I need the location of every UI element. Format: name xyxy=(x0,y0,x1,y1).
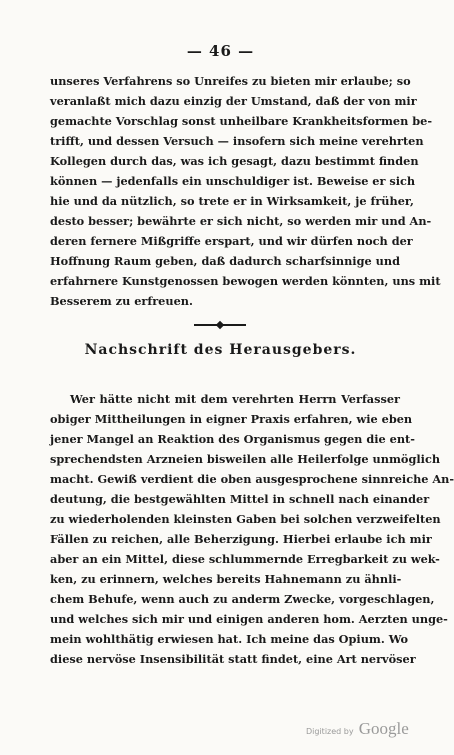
top-paragraph xyxy=(50,71,441,311)
text-line: Hoffnung Raum geben, daß dadurch scharfsinnige und xyxy=(50,254,400,268)
text-line: aber an ein Mittel, diese schlummernde Erregbarkeit zu wek- xyxy=(50,552,440,566)
text-line: obiger Mittheilungen in eigner Praxis erfahren, wie eben xyxy=(50,412,413,426)
text-line: deren fernere Mißgriffe erspart, und wir dürfen noch der xyxy=(50,234,413,248)
text-line: hie und da nützlich, so trete er in Wirksamkeit, je früher, xyxy=(50,194,414,208)
postscript-paragraph xyxy=(50,389,454,669)
text-line: gemachte Vorschlag sonst unheilbare Krankheitsformen be- xyxy=(50,114,433,128)
text-line: sprechendsten Arzneien bisweilen alle Heilerfolge unmöglich xyxy=(50,452,441,466)
text-line: mein wohlthätig erwiesen hat. Ich meine das Opium. Wo xyxy=(50,632,409,646)
text-line: zu wiederholenden kleinsten Gaben bei solchen verzweifelten xyxy=(50,512,441,526)
text-line: macht. Gewiß verdient die oben ausgesprochene sinnreiche An- xyxy=(50,472,454,486)
text-line: Fällen zu reichen, alle Beherzigung. Hierbei erlaube ich mir xyxy=(50,532,432,546)
text-line: veranlaßt mich dazu einzig der Umstand, daß der von mir xyxy=(50,94,417,108)
text-line: deutung, die bestgewählten Mittel in schnell nach einander xyxy=(50,492,430,506)
text-line: können — jedenfalls ein unschuldiger ist. Beweise er sich xyxy=(50,174,416,188)
text-line: diese nervöse Insensibilität statt findet, eine Art nervöser xyxy=(50,652,416,666)
text-line: Wer hätte nicht mit dem verehrten Herrn Verfasser xyxy=(70,392,400,406)
text-line: Besserem zu erfreuen. xyxy=(50,294,193,308)
text-line: ken, zu erinnern, welches bereits Hahnemann zu ähnli- xyxy=(50,572,402,586)
text-line: chem Behufe, wenn auch zu anderm Zwecke, vorgeschlagen, xyxy=(50,592,435,606)
text-line: erfahrnere Kunstgenossen bewogen werden könnten, uns mit xyxy=(50,274,441,288)
page-number: — 46 — xyxy=(186,42,255,60)
divider-ornament xyxy=(216,321,224,329)
text-line: Kollegen durch das, was ich gesagt, dazu bestimmt finden xyxy=(50,154,419,168)
digitized-watermark xyxy=(306,719,426,745)
text-line: unseres Verfahrens so Unreifes zu bieten mir erlaube; so xyxy=(50,74,411,88)
google-logo: Google xyxy=(358,719,409,738)
text-line: und welches sich mir und einigen anderen hom. Aerzten unge- xyxy=(50,612,448,626)
section-heading: Nachschrift des Herausgebers. xyxy=(84,342,357,358)
text-line: trifft, und dessen Versuch — insofern sich meine verehrten xyxy=(50,134,424,148)
text-line: desto besser; bewährte er sich nicht, so werden mir und An- xyxy=(50,214,432,228)
text-line: jener Mangel an Reaktion des Organismus gegen die ent- xyxy=(50,432,415,446)
watermark-prefix: Digitized by xyxy=(306,727,354,736)
